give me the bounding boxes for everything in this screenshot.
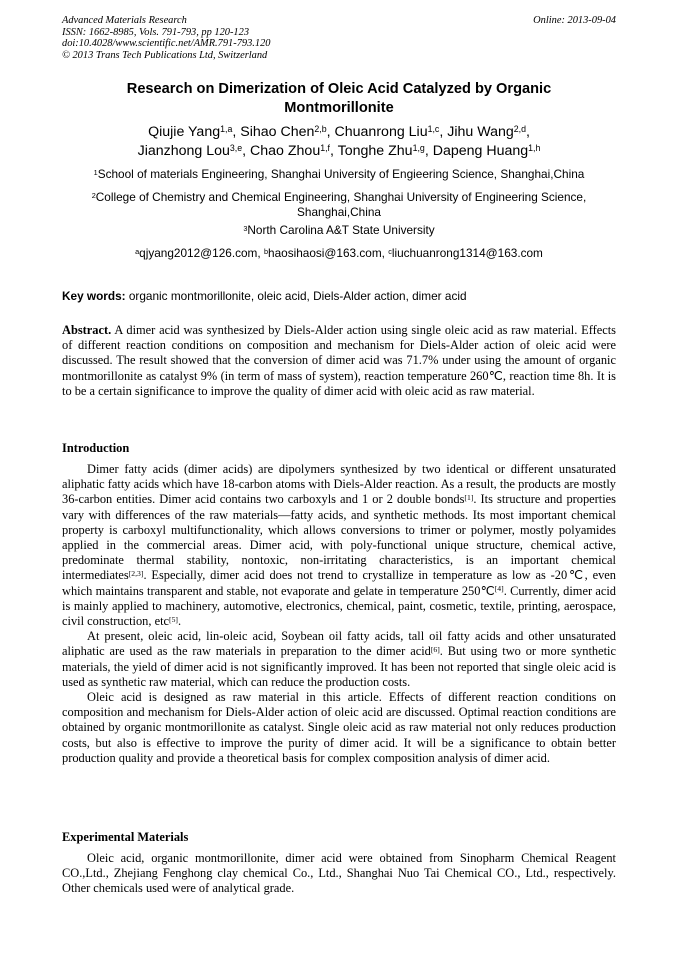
author-name: Qiujie Yang — [148, 124, 221, 140]
affiliation-3 — [62, 223, 616, 238]
email-c: liuchuanrong1314@163.com — [391, 246, 543, 260]
doi-line: doi:10.4028/www.scientific.net/AMR.791-793.120 — [62, 38, 271, 49]
issn-line: ISSN: 1662-8985, Vols. 791-793, pp 120-123 — [62, 26, 250, 38]
author-line-2: Jianzhong Lou$^{3,e}$, Chao Zhou$^{1,f}$, Tonghe Zhu$^{1,g}$, Dapeng Huang$^{1,h}$ — [137, 143, 541, 159]
text-run: At present, oleic acid, lin-oleic acid, Soybean oil fatty acids, tall oil fatty acids and other unsaturated aliphatic are used as the raw materials in preparation to the dimer acid — [62, 629, 616, 659]
introduction-body — [62, 462, 616, 766]
keywords-label: Key words: — [62, 289, 126, 303]
author-affil-mark: 2,d — [513, 124, 526, 135]
text-run: . Especially, dimer acid does not trend to crystallize in temperature as low as -20℃, even which maintains transparent and stable, not evaporate and gelate in temperature 250℃ — [62, 568, 616, 598]
paragraph — [62, 462, 616, 629]
author-affil-mark: 2,b — [314, 124, 327, 135]
section-heading-introduction: Introduction — [62, 441, 130, 455]
journal-header — [62, 15, 270, 61]
text-run: . But using two or more synthetic materials, the yield of dimer acid is not significantly improved. It has been not reported that single oleic acid is used as synthetic raw material, which can reduce the production costs. — [62, 644, 616, 689]
email-mark: a — [135, 246, 140, 256]
email-mark: b — [263, 246, 269, 256]
citation: [4] — [494, 584, 504, 594]
author-name: Sihao Chen — [240, 124, 315, 140]
citation: [6] — [430, 644, 440, 654]
author-name: Dapeng Huang — [432, 143, 529, 159]
affil-number: 3 — [243, 223, 248, 233]
keywords-text: organic montmorillonite, oleic acid, Diels-Alder action, dimer acid — [125, 289, 467, 303]
author-name: Jianzhong Lou — [137, 143, 230, 159]
section-heading-experimental: Experimental Materials — [62, 830, 189, 844]
affil-text: School of materials Engineering, Shanghai University of Engieering Science, Shanghai,China — [97, 167, 585, 181]
affiliation-2 — [62, 190, 616, 220]
text-run: . Its structure and properties vary with differences of the raw materials—fatty acids, and synthetic methods. Its most important chemical property is carboxyl multifunctionality, which allows conversions to trimer or polymer, mostly polyamides applied in the commercial areas. Dimer acid, with poly-functional unique structure, chemical active, predominate thermal stability, nontoxic, non-irritating characteristics, is an important chemical intermediates — [62, 492, 616, 583]
paper-title — [62, 80, 616, 118]
affil-line — [62, 190, 616, 205]
text-run: . Currently, dimer acid is mainly applied to machinery, automotive, electronics, chemical, paint, cosmetic, textile, printing, aerospace, civil construction, etc — [62, 583, 616, 629]
email-list — [62, 246, 616, 261]
abstract — [62, 323, 616, 399]
author-name: Chao Zhou — [250, 143, 321, 159]
author-name: Jihu Wang — [447, 124, 514, 140]
author-affil-mark: 3,e — [229, 143, 243, 154]
author-list — [62, 123, 616, 161]
abstract-label: Abstract. — [62, 323, 112, 337]
title-line-1: Research on Dimerization of Oleic Acid Catalyzed by Organic — [126, 81, 552, 97]
citation: [2,3] — [128, 568, 144, 578]
affil-text: College of Chemistry and Chemical Engineering, Shanghai University of Engineering Science, — [95, 190, 587, 204]
journal-name: Advanced Materials Research — [62, 15, 187, 26]
paragraph: Oleic acid, organic montmorillonite, dimer acid were obtained from Sinopharm Chemical Reagent CO.,Ltd., Zhejiang Fenghong clay chemical Co., Ltd., Shanghai Nuo Tai Chemical CO., Ltd., respectively. Other chemicals used were of analytical grade. — [62, 851, 616, 896]
abstract-text: A dimer acid was synthesized by Diels-Alder action using single oleic acid as raw material. Effects of different reaction conditions on composition and mechanism for Diels-Alder action of oleic acid were discussed. The result showed that the conversion of dimer acid was 71.7% under using the amount of organic montmorillonite as catalyst 9% (in term of mass of system), reaction temperature 260℃, reaction time 8h. It is to be a certain significance to improve the quality of dimer acid with oleic acid as raw material. — [62, 323, 616, 398]
email-a: qjyang2012@126.com, — [139, 246, 261, 260]
affil-number: 2 — [91, 190, 96, 200]
affil-line: Shanghai,China — [297, 205, 381, 219]
author-affil-mark: 1,g — [412, 143, 425, 154]
online-date: Online: 2013-09-04 — [533, 15, 616, 26]
affil-number: 1 — [93, 167, 98, 177]
text-run: Dimer fatty acids (dimer acids) are dipolymers synthesized by two identical or different unsaturated aliphatic fatty acids which have 18-carbon atoms with Diels-Alder reaction. As a result, the products are mostly 36-carbon entities. Dimer acid contains two carboxyls and 1 or 2 double bonds — [62, 462, 616, 507]
title-line-2: Montmorillonite — [284, 100, 394, 116]
paragraph: Oleic acid is designed as raw material in this article. Effects of different reaction conditions on composition and mechanism for Diels-Alder action of oleic acid are discussed. Optimal reaction conditions are obtained by organic montmorillonite as catalyst. Single oleic acid as raw material not only reduces production costs, but also is effective to improve the purity of dimer acid. It will be a significance to obtain better production quality and provide a theoretical basis for complex composition analysis of dimer acid. — [62, 690, 616, 765]
author-affil-mark: 1,c — [427, 124, 440, 135]
author-name: Tonghe Zhu — [337, 143, 413, 159]
author-line-1: Qiujie Yang$^{1,a}$, Sihao Chen$^{2,b}$, Chuanrong Liu$^{1,c}$, Jihu Wang$^{2,d}$, — [148, 124, 530, 140]
text-run: . — [177, 614, 182, 629]
email-b: haosihaosi@163.com, — [268, 246, 385, 260]
author-affil-mark: 1,a — [220, 124, 233, 135]
author-affil-mark: 1,h — [528, 143, 541, 154]
citation: [5] — [169, 614, 178, 624]
affiliation-1 — [62, 167, 616, 182]
paragraph — [62, 629, 616, 690]
citation: [1] — [464, 492, 474, 502]
copyright-line: © 2013 Trans Tech Publications Ltd, Switzerland — [62, 49, 268, 61]
affil-text: North Carolina A&T State University — [247, 223, 435, 237]
email-mark: c — [388, 246, 392, 256]
keywords — [62, 289, 616, 304]
author-name: Chuanrong Liu — [334, 124, 428, 140]
author-affil-mark: 1,f — [320, 143, 330, 154]
experimental-body — [62, 851, 616, 897]
